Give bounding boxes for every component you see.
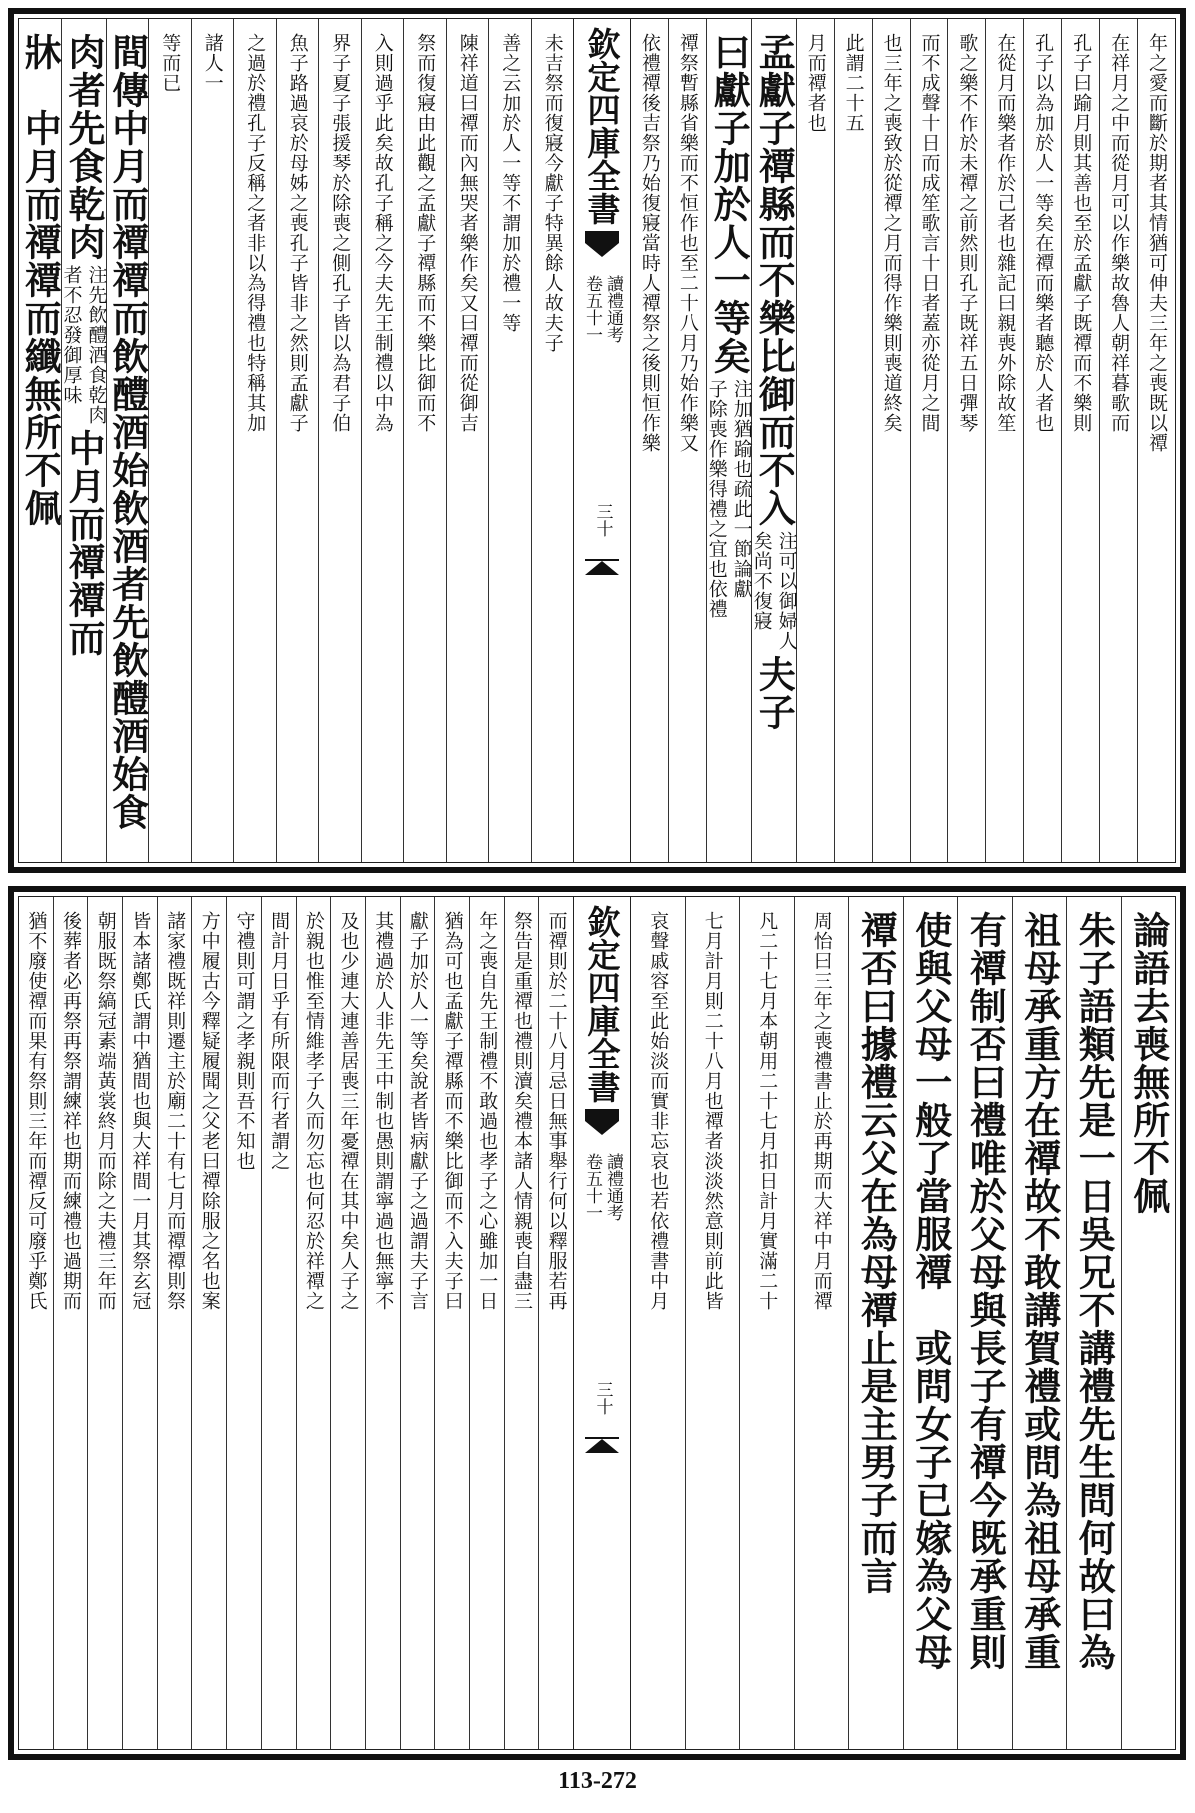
top-page-panel <box>8 8 1186 873</box>
text-column <box>122 897 157 1749</box>
text-column <box>1012 897 1067 1749</box>
main-text: 間傳中月而禫禫而飲醴酒始飲酒者先飲醴酒始食 <box>105 33 150 831</box>
fish-tail-ornament-icon <box>585 1109 619 1139</box>
text-column <box>53 897 88 1749</box>
text-column <box>148 19 191 862</box>
text-column <box>794 897 849 1749</box>
bottom-left-half <box>19 897 573 1749</box>
commentary-text: 未吉祭而復寢今獻子特異餘人故夫子 <box>541 33 564 353</box>
text-column <box>19 19 61 862</box>
text-column <box>848 897 903 1749</box>
text-column <box>947 19 985 862</box>
text-column <box>191 19 234 862</box>
commentary-text: 猶不廢使禫而果有祭則三年而禫反可廢乎鄭氏 <box>25 911 48 1311</box>
main-text: 曰獻子加於人一等矣 <box>707 33 752 375</box>
commentary-text: 凡二十七月本朝用二十七月扣日計月實滿二十 <box>756 911 779 1311</box>
page-number: 三十 <box>592 1381 613 1415</box>
text-column <box>361 19 404 862</box>
text-column <box>106 19 149 862</box>
commentary-text: 入則過乎此矣故孔子稱之今夫先王制禮以中為 <box>371 33 394 433</box>
text-column <box>261 897 296 1749</box>
commentary-text: 此謂二十五 <box>842 33 865 133</box>
lower-fish-tail-icon <box>585 1437 619 1459</box>
commentary-text: 月而禫者也 <box>804 33 827 133</box>
commentary-text: 猶為可也孟獻子禫縣而不樂比御而不入夫子曰 <box>441 911 464 1311</box>
main-text: 禫否曰據禮云父在為母禫止是主男子而言 <box>854 911 899 1595</box>
commentary-text: 守禮則可謂之孝親則吾不知也 <box>233 911 256 1171</box>
running-head-title: 讀禮通考 <box>603 275 623 343</box>
text-column <box>19 897 53 1749</box>
main-text: 論語去喪無所不佩 <box>1126 911 1171 1215</box>
text-column <box>685 897 740 1749</box>
top-left-half <box>19 19 573 862</box>
commentary-text: 其禮過於人非先王中制也愚則謂寧過也無寧不 <box>372 911 395 1311</box>
commentary-text: 而禫則於二十八月忌日無事舉行何以釋服若再 <box>545 911 568 1311</box>
commentary-text: 注先飲醴酒食乾肉 <box>85 265 108 425</box>
text-column <box>276 19 319 862</box>
lower-fish-tail-icon <box>585 559 619 581</box>
text-column <box>957 897 1012 1749</box>
commentary-text: 者不忍發御厚味 <box>60 265 83 405</box>
text-column <box>1066 897 1121 1749</box>
running-head-title: 讀禮通考 <box>603 1153 623 1221</box>
center-gutter-bottom <box>573 897 631 1749</box>
main-text: 有禫制否曰禮唯於父母與長子有禫今既承重則 <box>963 911 1008 1671</box>
commentary-text: 祭告是重禫也禮則瀆矣禮本諸人情親喪自盡三 <box>510 911 533 1311</box>
text-column <box>834 19 872 862</box>
text-column <box>796 19 834 862</box>
text-column <box>400 897 435 1749</box>
text-column <box>233 19 276 862</box>
text-column <box>751 19 796 862</box>
fish-tail-ornament-icon <box>585 231 619 261</box>
page-number: 三十 <box>592 503 613 537</box>
text-column <box>1023 19 1061 862</box>
commentary-text: 善之云加於人一等不謂加於禮一等 <box>499 33 522 333</box>
interlinear-note <box>752 527 796 651</box>
commentary-text: 及也少連大連善居喪三年憂禫在其中矣人子之 <box>337 911 360 1311</box>
book-title: 欽定四庫全書 <box>582 905 622 1103</box>
text-column <box>531 19 574 862</box>
text-column <box>739 897 794 1749</box>
text-column <box>365 897 400 1749</box>
text-column <box>488 19 531 862</box>
text-column <box>631 19 668 862</box>
commentary-text: 周怡曰三年之喪禮書止於再期而大祥中月而禫 <box>810 911 833 1311</box>
commentary-text: 歌之樂不作於未禫之前然則孔子既祥五日彈琴 <box>956 33 979 433</box>
commentary-text: 魚子路過哀於母姊之喪孔子皆非之然則孟獻子 <box>286 33 309 433</box>
text-column <box>910 19 948 862</box>
commentary-text: 孔子曰踰月則其善也至於孟獻子既禫而不樂則 <box>1070 33 1093 433</box>
text-column <box>1061 19 1099 862</box>
commentary-text: 矣尚不復寢 <box>750 531 773 631</box>
commentary-text: 哀聲戚容至此始淡而實非忘哀也若依禮書中月 <box>647 911 670 1311</box>
commentary-text: 獻子加於人一等矣說者皆病獻子之過謂夫子言 <box>406 911 429 1311</box>
text-column <box>330 897 365 1749</box>
text-column <box>87 897 122 1749</box>
commentary-text: 年之喪自先王制禮不敢過也孝子之心雖加一日 <box>476 911 499 1311</box>
commentary-text: 陳祥道曰禫而內無哭者樂作矣又曰禫而從御吉 <box>456 33 479 433</box>
commentary-text: 界子夏子張援琴於除喪之側孔子皆以為君子伯 <box>329 33 352 433</box>
main-text: 使與父母一般了當服禫 或問女子已嫁為父母 <box>908 911 953 1671</box>
interlinear-note <box>707 375 751 619</box>
bottom-page-columns <box>18 896 1176 1750</box>
text-column <box>504 897 539 1749</box>
commentary-text: 間計月日乎有所限而行者謂之 <box>268 911 291 1171</box>
book-title: 欽定四庫全書 <box>582 27 622 225</box>
text-column <box>985 19 1023 862</box>
text-column <box>903 897 958 1749</box>
commentary-text: 依禮禫後吉祭乃始復寢當時人禫祭之後則恒作樂 <box>638 33 661 453</box>
text-column <box>61 19 106 862</box>
bottom-page-panel <box>8 886 1186 1760</box>
text-column <box>706 19 751 862</box>
commentary-text: 注加猶踰也疏此一節論獻 <box>730 379 753 599</box>
text-column <box>469 897 504 1749</box>
text-column <box>191 897 226 1749</box>
running-head-volume: 卷五十一 <box>582 275 602 343</box>
commentary-text: 後葬者必再祭再祭謂練祥也期而練禮也過期而 <box>60 911 83 1311</box>
interlinear-note <box>62 261 106 425</box>
main-text: 祖母承重方在禫故不敢講賀禮或問為祖母承重 <box>1017 911 1062 1671</box>
text-column <box>1121 897 1176 1749</box>
commentary-text: 皆本諸鄭氏謂中猶間也與大祥間一月其祭玄冠 <box>129 911 152 1311</box>
main-text: 朱子語類先是一日吳兄不講禮先生問何故曰為 <box>1072 911 1117 1671</box>
running-head <box>583 1153 621 1221</box>
bottom-right-half <box>631 897 1175 1749</box>
commentary-text: 孔子以為加於人一等矣在禫而樂者聽於人者也 <box>1032 33 1055 433</box>
commentary-text: 於親也惟至情維孝子久而勿忘也何忍於祥禫之 <box>302 911 325 1311</box>
running-head-volume: 卷五十一 <box>582 1153 602 1221</box>
commentary-text: 而不成聲十日而成笙歌言十日者蓋亦從月之間 <box>918 33 941 433</box>
text-column <box>318 19 361 862</box>
top-right-half <box>631 19 1175 862</box>
commentary-text: 諸人一 <box>201 33 224 93</box>
commentary-text: 朝服既祭縞冠素端黃裳終月而除之夫禮三年而 <box>94 911 117 1311</box>
commentary-text: 在從月而樂者作於己者也雜記曰親喪外除故笙 <box>994 33 1017 433</box>
text-column <box>668 19 706 862</box>
text-column <box>446 19 489 862</box>
commentary-text: 等而已 <box>159 33 182 93</box>
commentary-text: 方中履古今釋疑履聞之父老曰禫除服之名也案 <box>198 911 221 1311</box>
commentary-text: 注可以御婦人 <box>775 531 798 651</box>
commentary-text: 祭而復寢由此觀之孟獻子禫縣而不樂比御而不 <box>414 33 437 433</box>
text-column <box>403 19 446 862</box>
commentary-text: 在祥月之中而從月可以作樂故魯人朝祥暮歌而 <box>1108 33 1131 433</box>
main-text: 中月而禫禫而 <box>62 429 106 657</box>
text-column <box>1099 19 1137 862</box>
text-column <box>1137 19 1175 862</box>
commentary-text: 之過於禮孔子反稱之者非以為得禮也特稱其加 <box>244 33 267 433</box>
text-column <box>157 897 192 1749</box>
commentary-text: 也三年之喪致於從禫之月而得作樂則喪道終矣 <box>880 33 903 433</box>
text-column <box>872 19 910 862</box>
commentary-text: 禫祭暫縣省樂而不恒作也至二十八月乃始作樂又 <box>676 33 699 453</box>
main-text: 肉者先食乾肉 <box>62 33 106 261</box>
main-text: 夫子 <box>752 655 797 731</box>
top-page-columns <box>18 18 1176 863</box>
footer-page-number: 113-272 <box>558 1768 637 1794</box>
text-column <box>538 897 573 1749</box>
commentary-text: 子除喪作樂得禮之宜也依禮 <box>705 379 728 619</box>
commentary-text: 年之愛而斷於期者其情猶可伸夫三年之喪既以禫 <box>1146 33 1169 453</box>
text-column <box>631 897 685 1749</box>
commentary-text: 七月計月則二十八月也禫者淡淡然意則前此皆 <box>701 911 724 1311</box>
main-text: 牀 中月而禫禫而纖無所不佩 <box>18 33 63 527</box>
center-gutter-top <box>573 19 631 862</box>
commentary-text: 諸家禮既祥則遷主於廟二十有七月而禫禫則祭 <box>164 911 187 1311</box>
text-column <box>434 897 469 1749</box>
text-column <box>226 897 261 1749</box>
running-head <box>583 275 621 343</box>
text-column <box>296 897 331 1749</box>
main-text: 孟獻子禫縣而不樂比御而不入 <box>752 33 797 527</box>
